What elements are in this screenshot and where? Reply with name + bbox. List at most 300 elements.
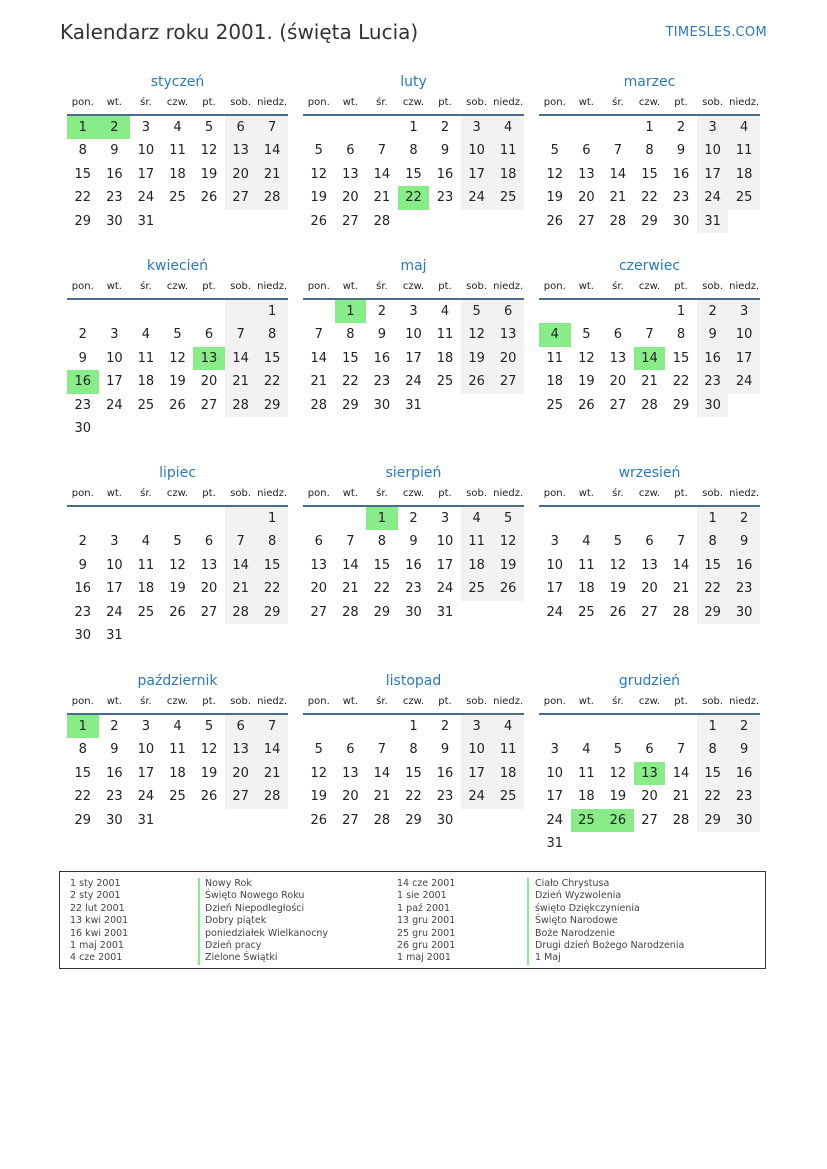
- legend-right-names: [535, 878, 684, 965]
- day-cell: 6: [582, 143, 591, 159]
- day-grid: [303, 116, 524, 233]
- day-cell: 2: [110, 719, 119, 734]
- day-cell: 5: [613, 742, 623, 758]
- month-9: [539, 463, 760, 624]
- weekday-label: niedz.: [493, 281, 524, 292]
- day-cell: 15: [641, 166, 658, 182]
- page-title: Kalendarz roku 2001. (święta Lucia): [60, 20, 419, 44]
- weekday-label: śr.: [376, 488, 388, 499]
- day-cell: 25: [571, 809, 603, 832]
- day-cell: 26: [169, 397, 186, 413]
- day-cell: 10: [137, 143, 155, 159]
- empty-cell: [99, 300, 131, 323]
- weekday-label: niedz.: [729, 488, 760, 499]
- day-cell: 6: [645, 534, 654, 550]
- legend-holiday-name: Zielone Świątki: [205, 952, 278, 964]
- day-cell: 18: [492, 762, 524, 785]
- month-8: [303, 463, 524, 624]
- day-cell: 11: [169, 742, 186, 758]
- day-cell: 22: [672, 374, 690, 390]
- weekday-header: [303, 691, 524, 715]
- day-cell: 23: [74, 397, 92, 413]
- legend-date: 1 maj 2001: [397, 952, 451, 964]
- empty-cell: [461, 394, 493, 417]
- day-cell: 20: [200, 581, 218, 597]
- legend-holiday-name: 1 Maj: [535, 952, 561, 964]
- day-cell: 14: [225, 347, 257, 370]
- day-cell: 24: [697, 186, 729, 209]
- day-cell: 22: [342, 374, 359, 390]
- legend-date: 1 maj 2001: [70, 939, 124, 951]
- day-cell: 28: [256, 785, 288, 808]
- day-cell: 25: [492, 186, 524, 209]
- weekday-label: pon.: [543, 696, 566, 707]
- empty-cell: [162, 507, 194, 530]
- day-cell: 5: [173, 534, 182, 550]
- day-cell: 7: [676, 742, 686, 758]
- empty-cell: [492, 809, 524, 832]
- day-cell: 3: [409, 304, 418, 319]
- day-cell: 28: [609, 213, 627, 229]
- weekday-label: niedz.: [257, 696, 288, 707]
- day-cell: 5: [173, 327, 182, 343]
- day-cell: 12: [200, 742, 218, 758]
- day-cell: 2: [697, 300, 729, 323]
- empty-cell: [303, 116, 335, 139]
- day-cell: 8: [78, 143, 87, 159]
- day-cell: 15: [342, 350, 359, 366]
- empty-cell: [162, 809, 194, 832]
- day-cell: 13: [200, 557, 218, 573]
- day-cell: 11: [492, 139, 524, 162]
- weekday-label: pon.: [307, 97, 330, 108]
- day-cell: 10: [697, 139, 729, 162]
- empty-cell: [634, 715, 666, 738]
- day-cell: 13: [492, 323, 524, 346]
- day-cell: 20: [492, 347, 524, 370]
- day-cell: 1: [676, 304, 686, 319]
- month-name: grudzień: [618, 673, 681, 689]
- day-cell: 26: [169, 604, 186, 620]
- day-cell: 6: [492, 300, 524, 323]
- day-cell: 23: [672, 190, 690, 206]
- weekday-header: [303, 92, 524, 116]
- empty-cell: [539, 507, 571, 530]
- day-cell: 21: [609, 190, 627, 206]
- empty-cell: [429, 394, 461, 417]
- month-name: kwiecień: [146, 258, 209, 274]
- day-cell: 21: [256, 762, 288, 785]
- empty-cell: [728, 394, 760, 417]
- day-cell: 8: [697, 530, 729, 553]
- weekday-label: sob.: [230, 488, 252, 499]
- day-cell: 25: [578, 604, 595, 620]
- day-cell: 23: [728, 577, 760, 600]
- weekday-label: pt.: [674, 97, 688, 108]
- weekday-label: wt.: [106, 488, 122, 499]
- day-cell: 5: [613, 534, 623, 550]
- empty-cell: [571, 507, 603, 530]
- day-cell: 8: [697, 738, 729, 761]
- day-cell: 13: [225, 139, 257, 162]
- day-cell: 27: [578, 213, 595, 229]
- day-cell: 6: [204, 327, 214, 343]
- day-cell: 17: [461, 762, 493, 785]
- legend-date: 25 gru 2001: [397, 927, 456, 939]
- empty-cell: [728, 210, 760, 233]
- weekday-label: niedz.: [257, 488, 288, 499]
- legend-left-dates: [70, 878, 128, 965]
- day-cell: 9: [377, 327, 387, 343]
- day-grid: [539, 507, 760, 624]
- empty-cell: [193, 300, 225, 323]
- day-cell: 3: [141, 120, 151, 135]
- day-cell: 5: [314, 143, 323, 159]
- day-cell: 16: [436, 765, 454, 781]
- day-cell: 15: [405, 765, 422, 781]
- weekday-label: pt.: [202, 488, 216, 499]
- day-cell: 12: [609, 557, 627, 573]
- weekday-label: pon.: [307, 696, 330, 707]
- day-cell: 14: [256, 738, 288, 761]
- day-cell: 2: [78, 327, 87, 343]
- day-cell: 22: [373, 581, 391, 597]
- day-cell: 22: [256, 370, 288, 393]
- day-cell: 12: [461, 323, 493, 346]
- empty-cell: [571, 300, 603, 323]
- day-cell: 2: [676, 120, 686, 135]
- day-cell: 14: [256, 139, 288, 162]
- weekday-label: wt.: [578, 488, 594, 499]
- weekday-label: czw.: [638, 281, 661, 292]
- empty-cell: [539, 116, 571, 139]
- day-cell: 16: [106, 166, 123, 182]
- weekday-label: wt.: [342, 97, 358, 108]
- empty-cell: [602, 507, 634, 530]
- weekday-header: [67, 691, 288, 715]
- day-cell: 11: [492, 738, 524, 761]
- day-cell: 3: [440, 511, 450, 526]
- day-cell: 26: [310, 812, 328, 828]
- legend-divider: [198, 878, 200, 965]
- day-cell: 20: [200, 374, 218, 390]
- day-cell: 26: [578, 397, 595, 413]
- day-cell: 19: [461, 347, 493, 370]
- day-cell: 28: [373, 812, 391, 828]
- day-cell: 8: [645, 143, 654, 159]
- weekday-label: śr.: [140, 488, 152, 499]
- weekday-label: pon.: [71, 97, 94, 108]
- day-cell: 1: [256, 507, 288, 530]
- empty-cell: [665, 715, 697, 738]
- legend-holiday-name: Dobry piątek: [205, 915, 267, 927]
- empty-cell: [193, 507, 225, 530]
- day-cell: 4: [141, 327, 151, 343]
- day-cell: 10: [546, 765, 564, 781]
- day-cell: 18: [461, 554, 493, 577]
- day-cell: 17: [106, 374, 123, 390]
- day-cell: 28: [672, 812, 690, 828]
- day-cell: 1: [409, 719, 418, 734]
- day-cell: 12: [578, 350, 595, 366]
- day-cell: 2: [440, 120, 450, 135]
- day-cell: 22: [697, 785, 729, 808]
- empty-cell: [256, 624, 288, 647]
- day-cell: 30: [106, 213, 123, 229]
- day-cell: 17: [697, 163, 729, 186]
- legend-date: 16 kwi 2001: [70, 927, 129, 939]
- day-cell: 12: [200, 143, 218, 159]
- day-cell: 21: [373, 190, 391, 206]
- day-cell: 26: [200, 789, 218, 805]
- day-grid: [303, 715, 524, 832]
- day-cell: 12: [310, 765, 328, 781]
- day-cell: 4: [582, 742, 591, 758]
- day-cell: 29: [342, 397, 359, 413]
- day-grid: [303, 507, 524, 624]
- empty-cell: [366, 116, 398, 139]
- legend-date: 14 cze 2001: [397, 878, 456, 889]
- day-cell: 14: [672, 765, 690, 781]
- day-cell: 14: [225, 554, 257, 577]
- day-cell: 1: [67, 715, 99, 738]
- day-cell: 7: [225, 530, 257, 553]
- day-cell: 15: [697, 554, 729, 577]
- day-cell: 20: [641, 789, 658, 805]
- weekday-header: [303, 276, 524, 300]
- day-cell: 4: [582, 534, 591, 550]
- legend-date: 4 cze 2001: [70, 952, 123, 964]
- day-cell: 10: [546, 557, 564, 573]
- empty-cell: [193, 809, 225, 832]
- day-grid: [67, 300, 288, 440]
- day-cell: 31: [137, 213, 155, 229]
- day-cell: 8: [676, 327, 686, 343]
- day-cell: 28: [225, 394, 257, 417]
- day-cell: 5: [314, 742, 323, 758]
- day-cell: 25: [169, 789, 186, 805]
- day-cell: 7: [676, 534, 686, 550]
- day-cell: 11: [169, 143, 186, 159]
- day-cell: 24: [546, 604, 564, 620]
- month-name: październik: [137, 673, 218, 689]
- day-cell: 11: [728, 139, 760, 162]
- day-cell: 5: [492, 507, 524, 530]
- empty-cell: [492, 601, 524, 624]
- weekday-label: czw.: [166, 488, 189, 499]
- day-cell: 21: [641, 374, 658, 390]
- day-cell: 29: [405, 812, 422, 828]
- day-cell: 12: [169, 557, 186, 573]
- day-cell: 8: [409, 742, 418, 758]
- day-cell: 12: [169, 350, 186, 366]
- day-cell: 16: [405, 557, 422, 573]
- day-cell: 6: [645, 742, 654, 758]
- weekday-header: [67, 276, 288, 300]
- day-cell: 18: [728, 163, 760, 186]
- day-cell: 24: [546, 812, 564, 828]
- day-cell: 30: [436, 812, 454, 828]
- day-cell: 24: [461, 186, 493, 209]
- legend-date: 22 lut 2001: [70, 902, 125, 914]
- day-cell: 18: [492, 163, 524, 186]
- day-cell: 17: [405, 350, 422, 366]
- empty-cell: [130, 624, 162, 647]
- day-cell: 4: [440, 304, 450, 319]
- month-11: [303, 671, 524, 832]
- day-cell: 29: [641, 213, 658, 229]
- day-cell: 14: [310, 350, 328, 366]
- day-cell: 17: [546, 581, 564, 597]
- day-cell: 25: [137, 397, 155, 413]
- legend-divider: [527, 878, 529, 965]
- day-cell: 1: [645, 120, 654, 135]
- day-cell: 2: [377, 304, 387, 319]
- day-cell: 6: [613, 327, 623, 343]
- day-cell: 28: [256, 186, 288, 209]
- day-cell: 13: [342, 765, 359, 781]
- day-cell: 28: [342, 604, 359, 620]
- day-cell: 14: [342, 557, 359, 573]
- empty-cell: [602, 300, 634, 323]
- day-cell: 20: [609, 374, 627, 390]
- day-cell: 14: [373, 765, 391, 781]
- day-cell: 12: [546, 166, 564, 182]
- day-cell: 19: [310, 190, 328, 206]
- month-3: [539, 72, 760, 233]
- day-cell: 22: [398, 186, 430, 209]
- day-cell: 5: [461, 300, 493, 323]
- legend-date: 26 gru 2001: [397, 939, 456, 951]
- day-cell: 10: [106, 350, 123, 366]
- empty-cell: [256, 210, 288, 233]
- day-cell: 10: [461, 738, 493, 761]
- day-cell: 4: [461, 507, 493, 530]
- weekday-label: sob.: [230, 281, 252, 292]
- day-cell: 10: [436, 534, 454, 550]
- legend-holiday-name: Dzień Wyzwolenia: [535, 890, 622, 902]
- empty-cell: [225, 507, 257, 530]
- weekday-label: pon.: [543, 97, 566, 108]
- site-link[interactable]: TIMESLES.COM: [665, 25, 767, 40]
- weekday-label: wt.: [342, 488, 358, 499]
- legend-left-names: [205, 878, 328, 965]
- day-cell: 19: [169, 374, 186, 390]
- weekday-header: [539, 276, 760, 300]
- month-4: [67, 256, 288, 440]
- empty-cell: [634, 300, 666, 323]
- day-cell: 11: [578, 765, 595, 781]
- day-grid: [539, 116, 760, 233]
- day-cell: 1: [697, 715, 729, 738]
- empty-cell: [571, 715, 603, 738]
- empty-cell: [571, 116, 603, 139]
- day-cell: 22: [405, 789, 422, 805]
- day-cell: 31: [137, 812, 155, 828]
- weekday-label: śr.: [376, 281, 388, 292]
- day-cell: 3: [141, 719, 151, 734]
- day-cell: 31: [436, 604, 454, 620]
- day-cell: 24: [728, 370, 760, 393]
- weekday-header: [303, 483, 524, 507]
- empty-cell: [162, 417, 194, 440]
- day-cell: 30: [106, 812, 123, 828]
- legend-holiday-name: poniedziałek Wielkanocny: [205, 927, 329, 939]
- weekday-label: czw.: [166, 281, 189, 292]
- day-cell: 22: [256, 577, 288, 600]
- weekday-label: niedz.: [493, 488, 524, 499]
- day-cell: 24: [461, 785, 493, 808]
- day-cell: 30: [697, 394, 729, 417]
- day-cell: 27: [225, 785, 257, 808]
- empty-cell: [539, 715, 571, 738]
- day-cell: 23: [74, 604, 92, 620]
- weekday-label: pon.: [71, 281, 94, 292]
- day-cell: 9: [110, 143, 119, 159]
- day-cell: 13: [225, 738, 257, 761]
- day-cell: 24: [137, 190, 155, 206]
- empty-cell: [602, 715, 634, 738]
- empty-cell: [665, 507, 697, 530]
- day-cell: 18: [137, 374, 155, 390]
- weekday-label: niedz.: [729, 281, 760, 292]
- weekday-header: [539, 92, 760, 116]
- empty-cell: [602, 116, 634, 139]
- weekday-label: wt.: [106, 97, 122, 108]
- day-cell: 26: [609, 604, 627, 620]
- day-cell: 30: [373, 397, 391, 413]
- day-cell: 18: [578, 581, 595, 597]
- day-cell: 18: [169, 765, 186, 781]
- day-cell: 3: [110, 534, 119, 550]
- day-cell: 13: [310, 557, 328, 573]
- weekday-label: czw.: [638, 488, 661, 499]
- day-cell: 9: [78, 557, 87, 573]
- day-cell: 17: [461, 163, 493, 186]
- weekday-label: śr.: [612, 488, 624, 499]
- weekday-label: niedz.: [493, 696, 524, 707]
- day-cell: 28: [373, 213, 391, 229]
- month-12: [539, 671, 760, 855]
- day-cell: 26: [492, 577, 524, 600]
- empty-cell: [193, 417, 225, 440]
- day-cell: 3: [728, 300, 760, 323]
- day-cell: 7: [377, 742, 387, 758]
- day-cell: 16: [106, 765, 123, 781]
- day-cell: 13: [193, 347, 225, 370]
- day-cell: 17: [728, 347, 760, 370]
- day-cell: 29: [256, 601, 288, 624]
- day-cell: 21: [373, 789, 391, 805]
- day-cell: 23: [106, 190, 123, 206]
- empty-cell: [130, 507, 162, 530]
- weekday-label: wt.: [106, 696, 122, 707]
- month-name: styczeń: [150, 74, 205, 90]
- empty-cell: [225, 809, 257, 832]
- empty-cell: [67, 507, 99, 530]
- empty-cell: [225, 624, 257, 647]
- legend-date: 1 sty 2001: [70, 878, 121, 889]
- day-cell: 9: [728, 530, 760, 553]
- empty-cell: [492, 210, 524, 233]
- weekday-label: pt.: [438, 97, 452, 108]
- legend-date: 13 kwi 2001: [70, 915, 129, 927]
- day-cell: 25: [546, 397, 564, 413]
- day-cell: 3: [550, 534, 559, 550]
- day-cell: 15: [672, 350, 690, 366]
- day-cell: 18: [137, 581, 155, 597]
- day-cell: 31: [697, 210, 729, 233]
